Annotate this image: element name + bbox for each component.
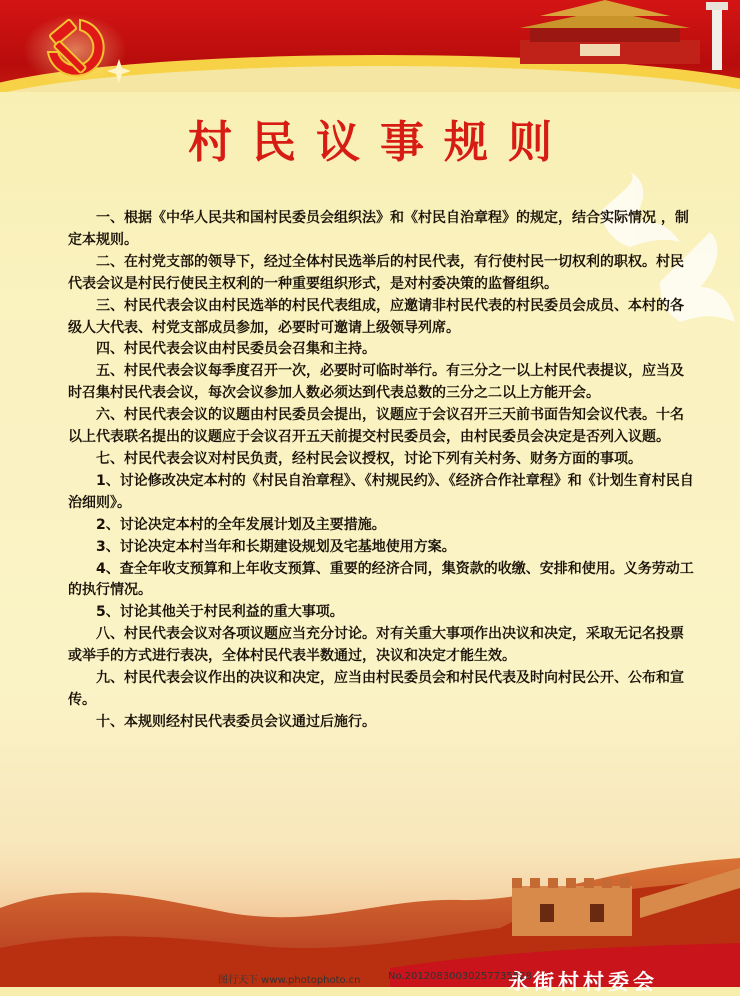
rule-paragraph: 四、村民代表会议由村民委员会召集和主持。 — [96, 341, 376, 358]
rule-subitem: 1、讨论修改决定本村的《村民自治章程》、《村规民约》、《经济合作社章程》和《计划生育村民自治细则》。 — [68, 472, 694, 511]
rules-content — [68, 208, 696, 734]
rule-paragraph: 十、本规则经村民代表委员会议通过后施行。 — [96, 713, 376, 730]
page-title: 村民议事规则 — [188, 117, 572, 168]
rule-paragraph: 六、村民代表会议的议题由村民委员会提出，议题应于会议召开三天前书面告知会议代表。十名以上代表联名提出的议题应于会议召开五天前提交村民委员会，由村民委员会决定是否列入议题。 — [68, 407, 684, 446]
watermark-site: 图行天下 www.photophoto.cn — [218, 975, 361, 986]
rule-paragraph: 一、根据《中华人民共和国村民委员会组织法》和《村民自治章程》的规定，结合实际情况 ，制定本规则。 — [68, 210, 689, 248]
header-banner — [0, 0, 740, 92]
rule-paragraph: 二、在村党支部的领导下，经过全体村民选举后的村民代表，有行使村民一切权利的职权。村民代表会议是村民行使民主权利的一种重要组织形式，是对村委决策的监督组织。 — [68, 253, 684, 292]
rule-paragraph: 五、村民代表会议每季度召开一次，必要时可临时举行。有三分之一以上村民代表提议，应当及时召集村民代表会议，每次会议参加人数必须达到代表总数的三分之二以上方能开会。 — [68, 363, 684, 402]
rule-subitem: 5、讨论其他关于村民利益的重大事项。 — [96, 604, 344, 621]
great-wall-icon — [0, 838, 740, 987]
rule-subitem: 2、讨论决定本村的全年发展计划及主要措施。 — [96, 516, 386, 533]
rule-paragraph: 九、村民代表会议作出的决议和决定，应当由村民委员会和村民代表及时向村民公开、公布和宣传。 — [68, 670, 684, 708]
watermark-id: No.20120830030257735528 — [388, 971, 532, 982]
party-emblem-icon — [20, 8, 130, 88]
rule-paragraph: 八、村民代表会议对各项议题应当充分讨论。对有关重大事项作出决议和决定，采取无记名投票或举手的方式进行表决，全体村民代表半数通过，决议和决定才能生效。 — [68, 626, 684, 665]
rule-subitem: 4、查全年收支预算和上年收支预算、重要的经济合同，集资款的收缴、安排和使用。义务劳动工的执行情况。 — [68, 560, 694, 599]
rule-paragraph: 三、村民代表会议由村民选举的村民代表组成，应邀请非村民代表的村民委员会成员、本村的各级人大代表、村党支部成员参加，必要时可邀请上级领导列席。 — [68, 297, 684, 336]
committee-name: 永街村村委会 — [508, 970, 658, 994]
tiananmen-icon — [520, 0, 735, 70]
rule-subitem: 3、讨论决定本村当年和长期建设规划及宅基地使用方案。 — [96, 538, 456, 555]
rule-paragraph: 七、村民代表会议对村民负责，经村民会议授权，讨论下列有关村务、财务方面的事项。 — [96, 450, 642, 467]
watermark-bar — [0, 969, 740, 987]
